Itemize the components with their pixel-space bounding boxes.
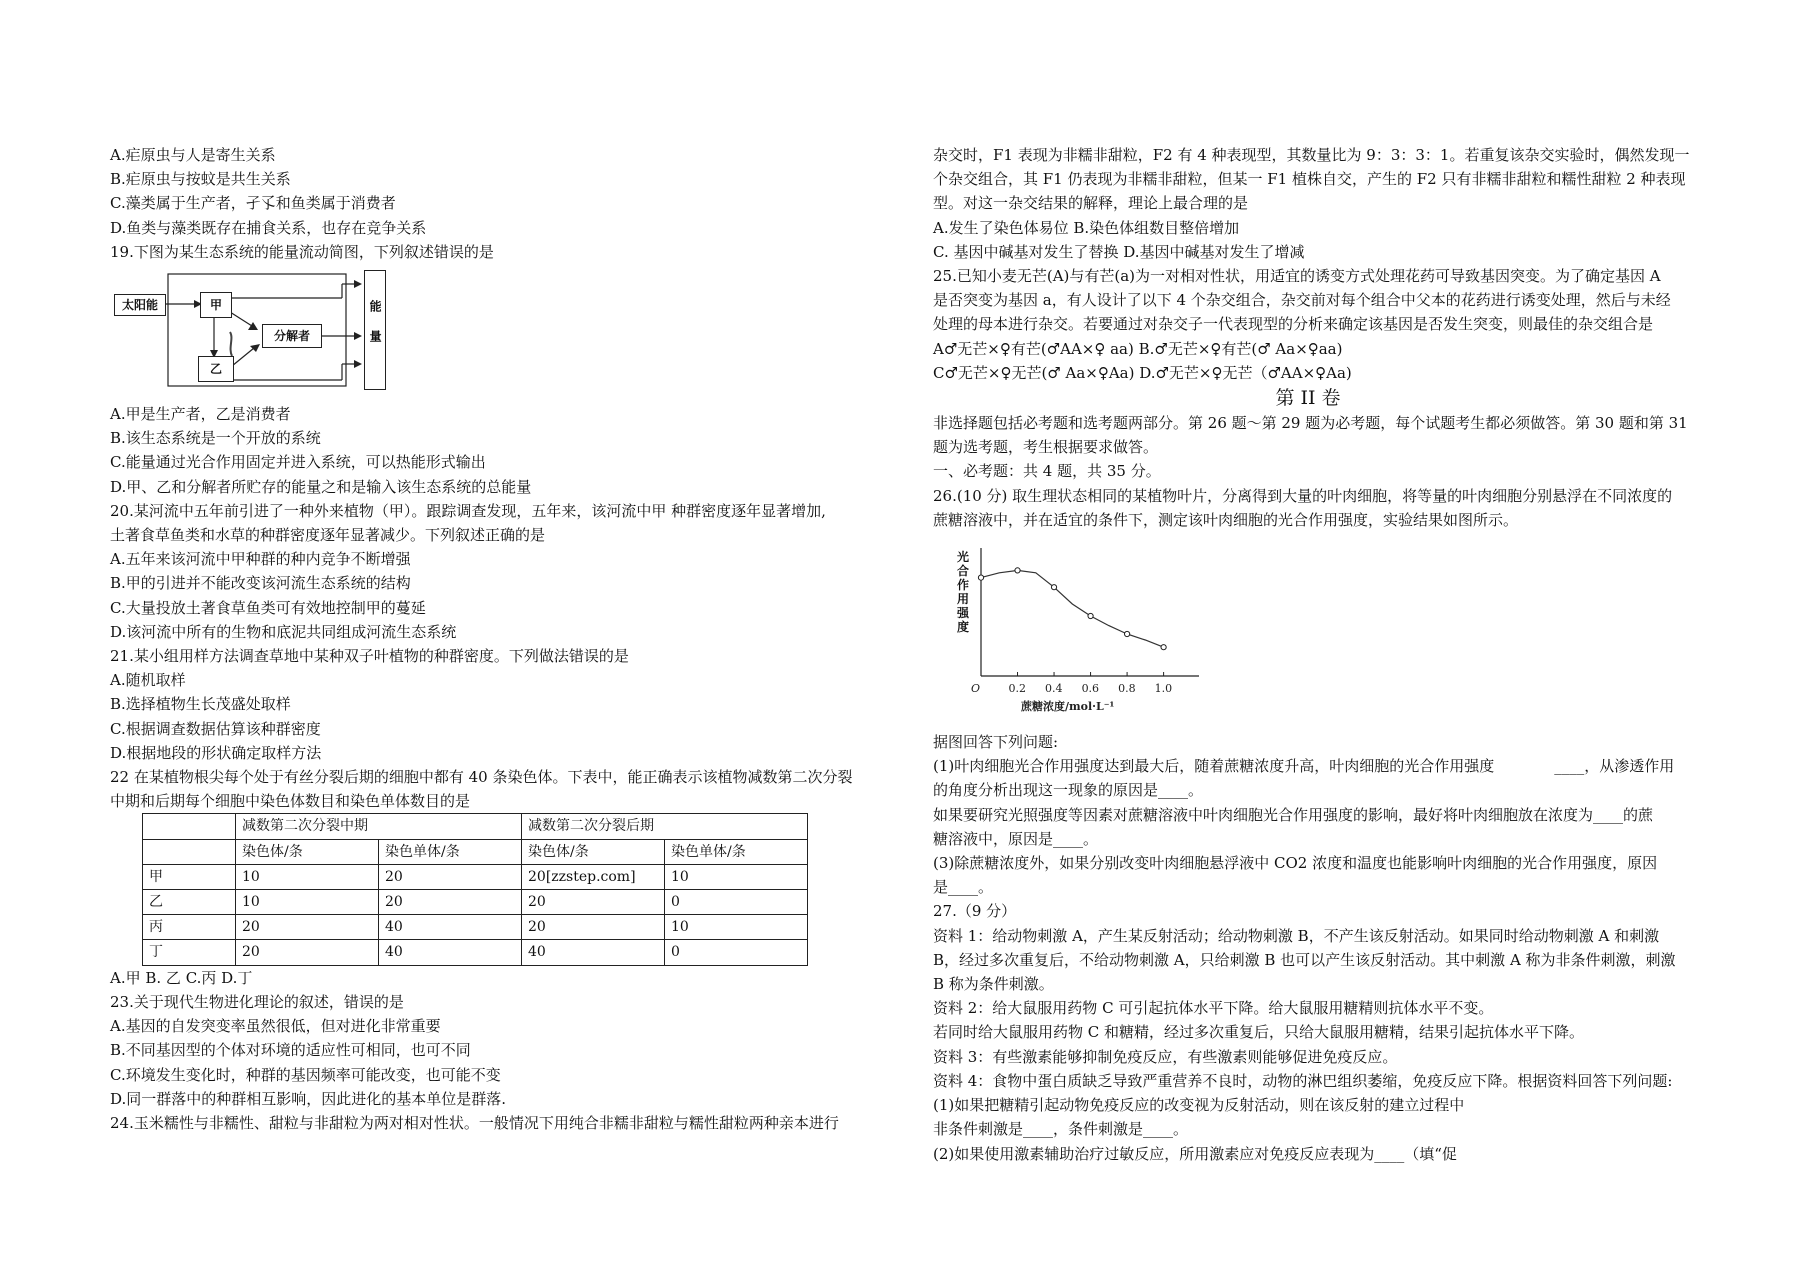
table-cell: 0 (665, 940, 808, 965)
stem-line: 22 在某植物根尖每个处于有丝分裂后期的细胞中都有 40 条染色体。下表中，能正确表示该植物减数第二次分裂 (110, 768, 853, 787)
table-row (143, 864, 808, 889)
q19-options (110, 402, 900, 499)
option-line: A.基因的自发突变率虽然很低，但对进化非常重要 (110, 1017, 441, 1036)
stem-line: 25.已知小麦无芒(A)与有芒(a)为一对相对性状，用适宜的诱变方式处理花药可导致基因突变。为了确定基因 A (933, 267, 1661, 286)
stem-line: 中期和后期每个细胞中染色体数目和染色单体数目的是 (110, 792, 471, 811)
origin-label: O (971, 682, 981, 696)
option-line: C.环境发生变化时，种群的基因频率可能改变，也可能不变 (110, 1065, 501, 1084)
chart-xlabel: 蔗糖浓度/mol·L⁻¹ (1021, 700, 1115, 713)
question-line: (3)除蔗糖浓度外，如果分别改变叶肉细胞悬浮液中 CO2 浓度和温度也能影响叶肉细胞的光合作用强度，原因 (933, 854, 1658, 873)
option-line: C.大量投放土著食草鱼类可有效地控制甲的蔓延 (110, 598, 426, 617)
data-point (1015, 568, 1020, 573)
chart-ylabel: 光合作用强度 (957, 550, 970, 635)
q23-stem: 23.关于现代生物进化理论的叙述，错误的是 (110, 992, 404, 1011)
q26-answer-intro: 据图回答下列问题: (933, 733, 1059, 752)
x-tick-label: 0.6 (1081, 682, 1100, 696)
table-cell: 20 (236, 915, 379, 940)
data-point (1161, 645, 1166, 650)
q20-stem (110, 499, 900, 547)
q19-stem: 19.下图为某生态系统的能量流动简图，下列叙述错误的是 (110, 242, 494, 261)
table-cell: 甲 (143, 864, 236, 889)
q21-options (110, 668, 900, 765)
option-line: A.五年来该河流中甲种群的种内竞争不断增强 (110, 550, 411, 569)
x-tick-label: 0.8 (1118, 682, 1136, 696)
option-line: B.甲的引进并不能改变该河流生态系统的结构 (110, 574, 411, 593)
q27-header: 27.（9 分） (933, 902, 1017, 921)
q25-stem (933, 264, 1723, 337)
q24-continuation (933, 143, 1723, 216)
stem-line: 处理的母本进行杂交。若要通过对杂交子一代表现型的分析来确定该基因是否发生突变，则最佳的杂交组合是 (933, 315, 1654, 334)
series-line (981, 570, 1164, 647)
q26-q1-blank-text: ____，从渗透作用 (1554, 757, 1675, 776)
table-cell: 20 (522, 890, 665, 915)
q22-options: A.甲 B. 乙 C.丙 D.丁 (110, 968, 253, 987)
table-cell: 10 (236, 864, 379, 889)
option-line: C.藻类属于生产者，孑孓和鱼类属于消费者 (110, 194, 396, 213)
q23-options (110, 1014, 900, 1111)
table-cell: 丁 (143, 940, 236, 965)
q22-stem (110, 765, 900, 813)
table-cell: 丙 (143, 915, 236, 940)
table-header-cell: 减数第二次分裂中期 (236, 814, 522, 839)
intro-line: 题为选考题，考生根据要求做答。 (933, 438, 1159, 457)
stem-line: 是否突变为基因 a，有人设计了以下 4 个杂交组合，杂交前对每个组合中父本的花药进行诱变处理，然后与未经 (933, 291, 1671, 310)
option-line: B.该生态系统是一个开放的系统 (110, 429, 321, 448)
energy-box: 能量 (364, 270, 386, 390)
stem-line: 型。对这一杂交结果的解释，理论上最合理的是 (933, 194, 1249, 213)
table-header-row (143, 814, 808, 839)
table-cell: 10 (665, 915, 808, 940)
q27-materials (933, 924, 1723, 1166)
table-cell: 20 (379, 864, 522, 889)
option-line: B.疟原虫与按蚊是共生关系 (110, 170, 291, 189)
x-tick-label: 0.2 (1008, 682, 1027, 696)
table-cell: 20[zzstep.com] (522, 864, 665, 889)
option-line: C. 基因中碱基对发生了替换 D.基因中碱基对发生了增减 (933, 242, 1305, 261)
option-line: C♂无芒×♀无芒(♂ Aa×♀Aa) D.♂无芒×♀无芒（♂AA×♀Aa) (933, 363, 1352, 382)
option-line: C.根据调查数据估算该种群密度 (110, 719, 321, 738)
right-column (933, 143, 1723, 1166)
q24-stem: 24.玉米糯性与非糯性、甜粒与非甜粒为两对相对性状。一般情况下用纯合非糯非甜粒与糯性甜粒两种亲本进行 (110, 1113, 839, 1132)
q26-stem (933, 484, 1723, 532)
table-cell: 20 (379, 890, 522, 915)
data-point (1088, 613, 1093, 618)
table-header-cell: 染色体/条 (522, 839, 665, 864)
stem-line: 20.某河流中五年前引进了一种外来植物（甲）。跟踪调查发现，五年来，该河流中甲 种群密度逐年显著增加, (110, 501, 826, 520)
question-line: 糖溶液中，原因是____。 (933, 829, 1099, 848)
stem-line: 蔗糖溶液中，并在适宜的条件下，测定该叶肉细胞的光合作用强度，实验结果如图所示。 (933, 510, 1519, 529)
material-line: 资料 2：给大鼠服用药物 C 可引起抗体水平下降。给大鼠服用糖精则抗体水平不变。 (933, 999, 1494, 1018)
table-subheader-row (143, 839, 808, 864)
stem-line: 26.(10 分) 取生理状态相同的某植物叶片，分离得到大量的叶肉细胞，将等量的叶肉细胞分别悬浮在不同浓度的 (933, 486, 1673, 505)
q20-options (110, 547, 900, 644)
table-row (143, 890, 808, 915)
table-header-cell (143, 814, 236, 839)
energy-flow-diagram (114, 268, 424, 398)
data-point (978, 575, 983, 580)
stem-line: 土著食草鱼类和水草的种群密度逐年显著减少。下列叙述正确的是 (110, 526, 546, 545)
table-cell: 10 (236, 890, 379, 915)
table-cell: 40 (379, 915, 522, 940)
table-cell: 0 (665, 890, 808, 915)
option-line: B.选择植物生长茂盛处取样 (110, 695, 291, 714)
option-line: C.能量通过光合作用固定并进入系统，可以热能形式输出 (110, 453, 486, 472)
table-cell: 20 (522, 915, 665, 940)
option-line: A.随机取样 (110, 671, 186, 690)
stem-line: 杂交时，F1 表现为非糯非甜粒，F2 有 4 种表现型，其数量比为 9：3：3：1。若重复该杂交实验时，偶然发现一 (933, 146, 1690, 164)
section-intro (933, 411, 1723, 459)
option-line: D.根据地段的形状确定取样方法 (110, 743, 322, 762)
option-line: A♂无芒×♀有芒(♂AA×♀ aa) B.♂无芒×♀有芒(♂ Aa×♀aa) (933, 339, 1343, 358)
option-line: D.甲、乙和分解者所贮存的能量之和是输入该生态系统的总能量 (110, 477, 532, 496)
data-point (1124, 631, 1129, 636)
option-line: B.不同基因型的个体对环境的适应性可相同，也可不同 (110, 1041, 471, 1060)
required-header: 一、必考题：共 4 题，共 35 分。 (933, 462, 1161, 481)
table-cell: 10 (665, 864, 808, 889)
table-header-cell: 染色体/条 (236, 839, 379, 864)
section-title: 第 II 卷 (1275, 387, 1341, 410)
q26-q1-cont: 的角度分析出现这一现象的原因是____。 (933, 781, 1204, 800)
table-header-cell: 减数第二次分裂后期 (522, 814, 808, 839)
yi-box: 乙 (198, 356, 234, 382)
q26-q1-line (933, 754, 1723, 778)
material-line: 若同时给大鼠服用药物 C 和糖精，经过多次重复后，只给大鼠服用糖精，结果引起抗体水平下降。 (933, 1023, 1585, 1042)
table-cell: 乙 (143, 890, 236, 915)
material-line: (2)如果使用激素辅助治疗过敏反应，所用激素应对免疫反应表现为____（填“促 (933, 1144, 1457, 1163)
table-cell: 40 (379, 940, 522, 965)
chromosome-table (142, 813, 808, 965)
option-line: D.同一群落中的种群相互影响，因此进化的基本单位是群落. (110, 1089, 507, 1108)
x-tick-label: 0.4 (1045, 682, 1063, 696)
left-column (110, 143, 900, 1135)
material-line: B，经过多次重复后，不给动物刺激 A，只给刺激 B 也可以产生该反射活动。其中刺激 A 称为非条件刺激，刺激 (933, 950, 1676, 969)
q21-stem: 21.某小组用样方法调查草地中某种双子叶植物的种群密度。下列做法错误的是 (110, 647, 629, 666)
table-header-cell: 染色单体/条 (379, 839, 522, 864)
option-line: A.疟原虫与人是寄生关系 (110, 146, 276, 164)
table-row (143, 915, 808, 940)
q26-q1-text: (1)叶肉细胞光合作用强度达到最大后，随着蔗糖浓度升高，叶肉细胞的光合作用强度 (933, 757, 1495, 776)
option-line: D.该河流中所有的生物和底泥共同组成河流生态系统 (110, 622, 457, 641)
intro-line: 非选择题包括必考题和选考题两部分。第 26 题～第 29 题为必考题，每个试题考生都必须做答。第 30 题和第 31 (933, 414, 1688, 433)
material-line: B 称为条件刺激。 (933, 975, 1054, 994)
table-row (143, 940, 808, 965)
data-point (1051, 585, 1056, 590)
question-line: 如果要研究光照强度等因素对蔗糖溶液中叶肉细胞光合作用强度的影响，最好将叶肉细胞放在浓度为____的蔗 (933, 805, 1654, 824)
option-line: A.甲是生产者，乙是消费者 (110, 405, 291, 424)
material-line: 非条件刺激是____，条件刺激是____。 (933, 1120, 1189, 1139)
material-line: (1)如果把糖精引起动物免疫反应的改变视为反射活动，则在该反射的建立过程中 (933, 1096, 1465, 1115)
material-line: 资料 4：食物中蛋白质缺乏导致严重营养不良时，动物的淋巴组织萎缩，免疫反应下降。根据资料回答下列问题: (933, 1071, 1673, 1090)
decomposer-box: 分解者 (262, 324, 322, 348)
table-cell: 40 (522, 940, 665, 965)
option-line: D.鱼类与藻类既存在捕食关系，也存在竞争关系 (110, 218, 427, 237)
jia-box: 甲 (200, 292, 232, 318)
q25-options (933, 337, 1723, 385)
q26-q2 (933, 803, 1723, 851)
table-header-cell (143, 839, 236, 864)
material-line: 资料 3：有些激素能够抑制免疫反应，有些激素则能够促进免疫反应。 (933, 1047, 1398, 1066)
table-header-cell: 染色单体/条 (665, 839, 808, 864)
sun-box: 太阳能 (114, 294, 166, 316)
q24-options (933, 216, 1723, 264)
q18-options (110, 143, 900, 240)
x-tick-label: 1.0 (1154, 682, 1173, 696)
q26-q3 (933, 851, 1723, 899)
stem-line: 个杂交组合，其 F1 仍表现为非糯非甜粒，但某一 F1 植株自交，产生的 F2 只有非糯非甜粒和糯性甜粒 2 种表现 (933, 170, 1686, 189)
material-line: 资料 1：给动物刺激 A，产生某反射活动；给动物刺激 B，不产生该反射活动。如果同时给动物刺激 A 和刺激 (933, 926, 1660, 945)
table-cell: 20 (236, 940, 379, 965)
question-line: 是____。 (933, 878, 994, 897)
chart-svg (957, 542, 1217, 712)
option-line: A.发生了染色体易位 B.染色体组数目整倍增加 (933, 218, 1240, 237)
sucrose-chart (957, 542, 1217, 712)
